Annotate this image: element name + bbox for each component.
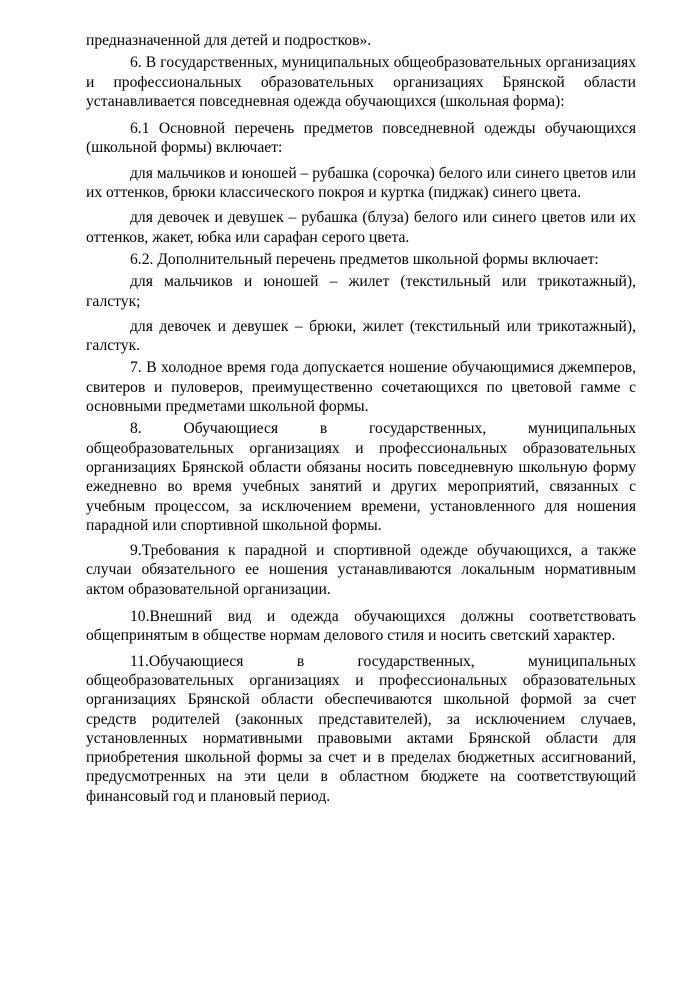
paragraph-item-6: 6. В государственных, муниципальных общеобразовательных организациях и профессиональных образовательных организациях Брянской области устанавливается повседневная одежда обучающихся (школьная форма): (86, 54, 636, 110)
paragraph-continuation: предназначенной для детей и подростков». (86, 32, 372, 49)
paragraph-item-6-1: 6.1 Основной перечень предметов повседневной одежды обучающихся (школьной формы) включает: (86, 120, 636, 157)
paragraph-girls-additional: для девочек и девушек – брюки, жилет (текстильный или трикотажный), галстук. (86, 317, 636, 355)
paragraph-boys-additional: для мальчиков и юношей – жилет (текстильный или трикотажный), галстук; (86, 273, 636, 310)
paragraph-item-9: 9.Требования к парадной и спортивной одежде обучающихся, а также случаи обязательного ее ношения устанавливаются локальным нормативным актом образовательной организации. (86, 542, 636, 598)
paragraph-item-7: 7. В холодное время года допускается ношение обучающимися джемперов, свитеров и пуловеров, преимущественно сочетающихся по цветовой гамме с основными предметами школьной формы. (86, 359, 636, 416)
paragraph-item-8: 8. Обучающиеся в государственных, муниципальных общеобразовательных организациях и профессиональных образовательных организациях Брянской области обязаны носить повседневную школьную форму ежедневно во время учебных занятий и других мероприятий, связанных с учебным процессом, за исключением времени, установленного для ношения парадной или спортивной школьной формы. (86, 420, 636, 534)
paragraph-item-10: 10.Внешний вид и одежда обучающихся должны соответствовать общепринятым в обществе нормам делового стиля и носить светский характер. (86, 608, 636, 645)
document-body (86, 31, 636, 806)
paragraph-boys-uniform: для мальчиков и юношей – рубашка (сорочка) белого или синего цветов или их оттенков, брюки классического покроя и куртка (пиджак) синего цвета. (86, 164, 636, 202)
paragraph-item-6-2: 6.2. Дополнительный перечень предметов школьной формы включает: (130, 250, 599, 268)
paragraph-girls-uniform: для девочек и девушек – рубашка (блуза) белого или синего цветов или их оттенков, жакет, юбка или сарафан серого цвета. (86, 209, 636, 246)
paragraph-item-11: 11.Обучающиеся в государственных, муниципальных общеобразовательных организациях и профессиональных образовательных организациях Брянской области обеспечиваются школьной формой за счет средств родителей (законных представителей), за исключением случаев, установленных нормативными правовыми актами Брянской области для приобретения школьной формы за счет и в пределах бюджетных ассигнований, предусмотренных на эти цели в областном бюджете на соответствующий финансовый год и плановый период. (86, 652, 636, 805)
